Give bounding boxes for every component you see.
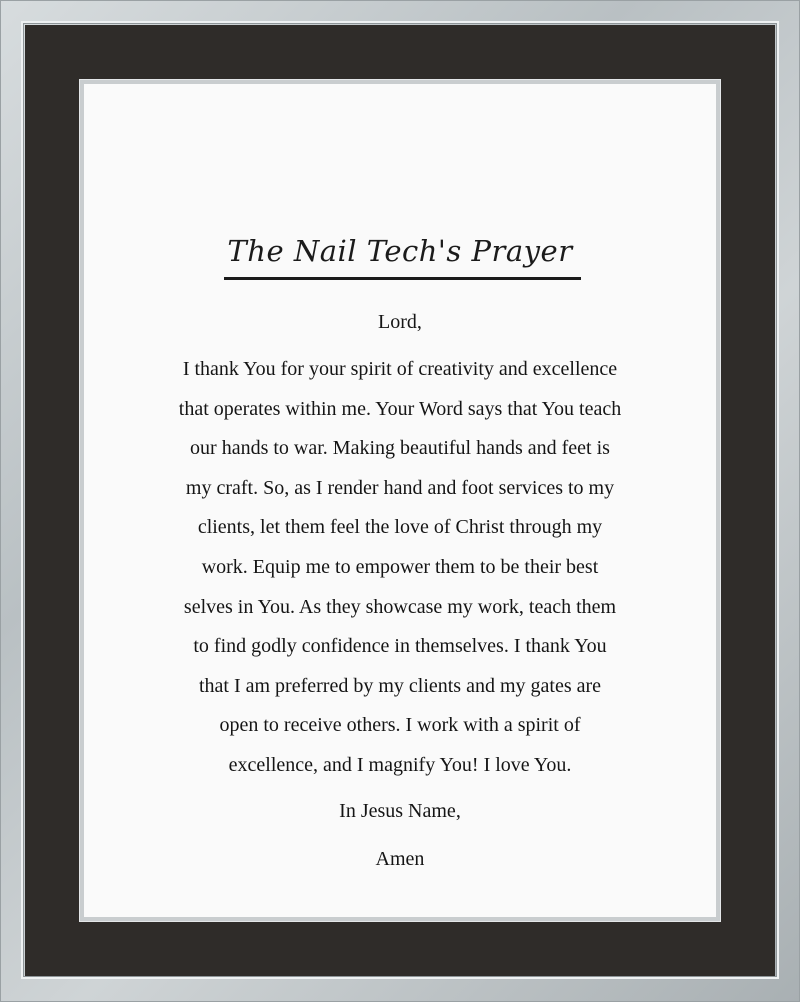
prayer-print — [84, 84, 716, 917]
prayer-line: my craft. So, as I render hand and foot services to my — [185, 476, 615, 499]
prayer-line: excellence, and I magnify You! I love You. — [228, 753, 572, 776]
prayer-amen: Amen — [375, 848, 425, 870]
prayer-closing: In Jesus Name, — [339, 800, 461, 822]
prayer-line: selves in You. As they showcase my work, teach them — [183, 595, 617, 618]
title-underline — [224, 277, 581, 280]
prayer-line: clients, let them feel the love of Christ through my — [197, 516, 603, 539]
prayer-body — [84, 350, 716, 786]
prayer-title: The Nail Tech's Prayer — [227, 234, 573, 268]
prayer-line: work. Equip me to empower them to be their best — [201, 555, 599, 578]
prayer-line: that operates within me. Your Word says that You teach — [178, 397, 622, 420]
prayer-line: our hands to war. Making beautiful hands and feet is — [190, 437, 610, 460]
prayer-line: to find godly confidence in themselves. I thank You — [193, 635, 607, 658]
prayer-line: that I am preferred by my clients and my gates are — [198, 674, 602, 697]
prayer-line: open to receive others. I work with a spirit of — [219, 714, 581, 737]
prayer-line: I thank You for your spirit of creativity and excellence — [182, 358, 618, 380]
prayer-salutation: Lord, — [378, 311, 422, 333]
